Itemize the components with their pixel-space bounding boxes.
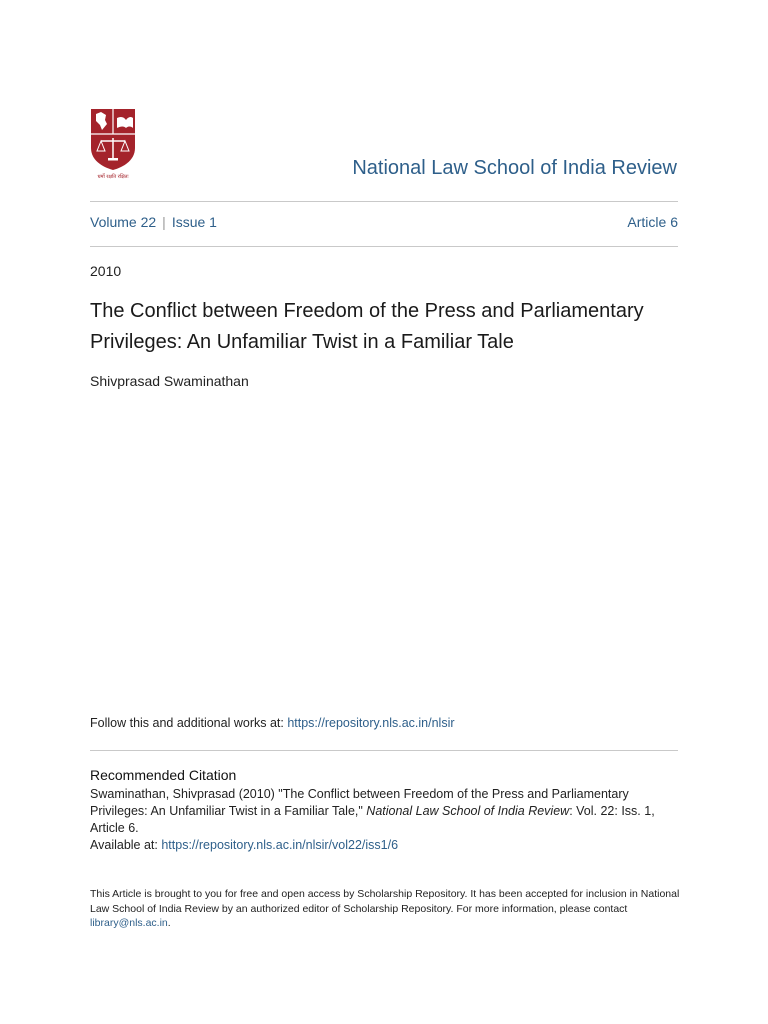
recommended-citation-heading: Recommended Citation bbox=[90, 767, 237, 783]
article-title: The Conflict between Freedom of the Press and Parliamentary Privileges: An Unfamiliar Twist in a Familiar Tale bbox=[90, 300, 644, 353]
volume-issue-links bbox=[90, 214, 217, 230]
logo-motto: धर्मो रक्षति रक्षितः bbox=[97, 174, 129, 180]
issue-link[interactable]: Issue 1 bbox=[171, 214, 217, 230]
nls-crest-logo[interactable] bbox=[90, 108, 136, 180]
access-notice bbox=[90, 887, 680, 931]
follow-text: Follow this and additional works at: bbox=[90, 716, 288, 730]
access-notice-text: This Article is brought to you for free and open access by Scholarship Repository. It has been accepted for inclusion in National Law School of India Review by an authorized editor of Scholarship Repository. For more information, please contact bbox=[90, 888, 680, 915]
volume-issue-separator: | bbox=[162, 214, 166, 230]
follow-line bbox=[90, 716, 455, 730]
issue-bar bbox=[90, 214, 678, 232]
volume-link[interactable]: Volume 22 bbox=[90, 214, 157, 230]
contact-email-link[interactable]: library@nls.ac.in bbox=[90, 917, 168, 929]
divider-citation bbox=[90, 750, 678, 751]
divider-top bbox=[90, 201, 678, 202]
citation-journal: National Law School of India Review bbox=[366, 804, 570, 818]
access-notice-end: . bbox=[167, 917, 171, 929]
repository-link[interactable]: https://repository.nls.ac.in/nlsir bbox=[287, 716, 455, 730]
citation-text: Swaminathan, Shivprasad (2010) "The Conflict between Freedom of the Press and Parliamentary Privileges: An Unfamiliar Twist in a Familiar Tale," bbox=[90, 787, 629, 818]
author-name: Shivprasad Swaminathan bbox=[90, 373, 249, 389]
journal-title-link[interactable]: National Law School of India Review bbox=[352, 157, 677, 179]
citation-block bbox=[90, 786, 680, 854]
citation-volume: : Vol. 22: Iss. 1, Article 6. bbox=[90, 804, 655, 835]
publication-year: 2010 bbox=[90, 263, 122, 279]
divider-issue bbox=[90, 246, 678, 247]
article-number-link[interactable]: Article 6 bbox=[627, 214, 678, 230]
article-url-link[interactable]: https://repository.nls.ac.in/nlsir/vol22/iss1/6 bbox=[161, 838, 399, 852]
available-at-label: Available at: bbox=[90, 838, 162, 852]
